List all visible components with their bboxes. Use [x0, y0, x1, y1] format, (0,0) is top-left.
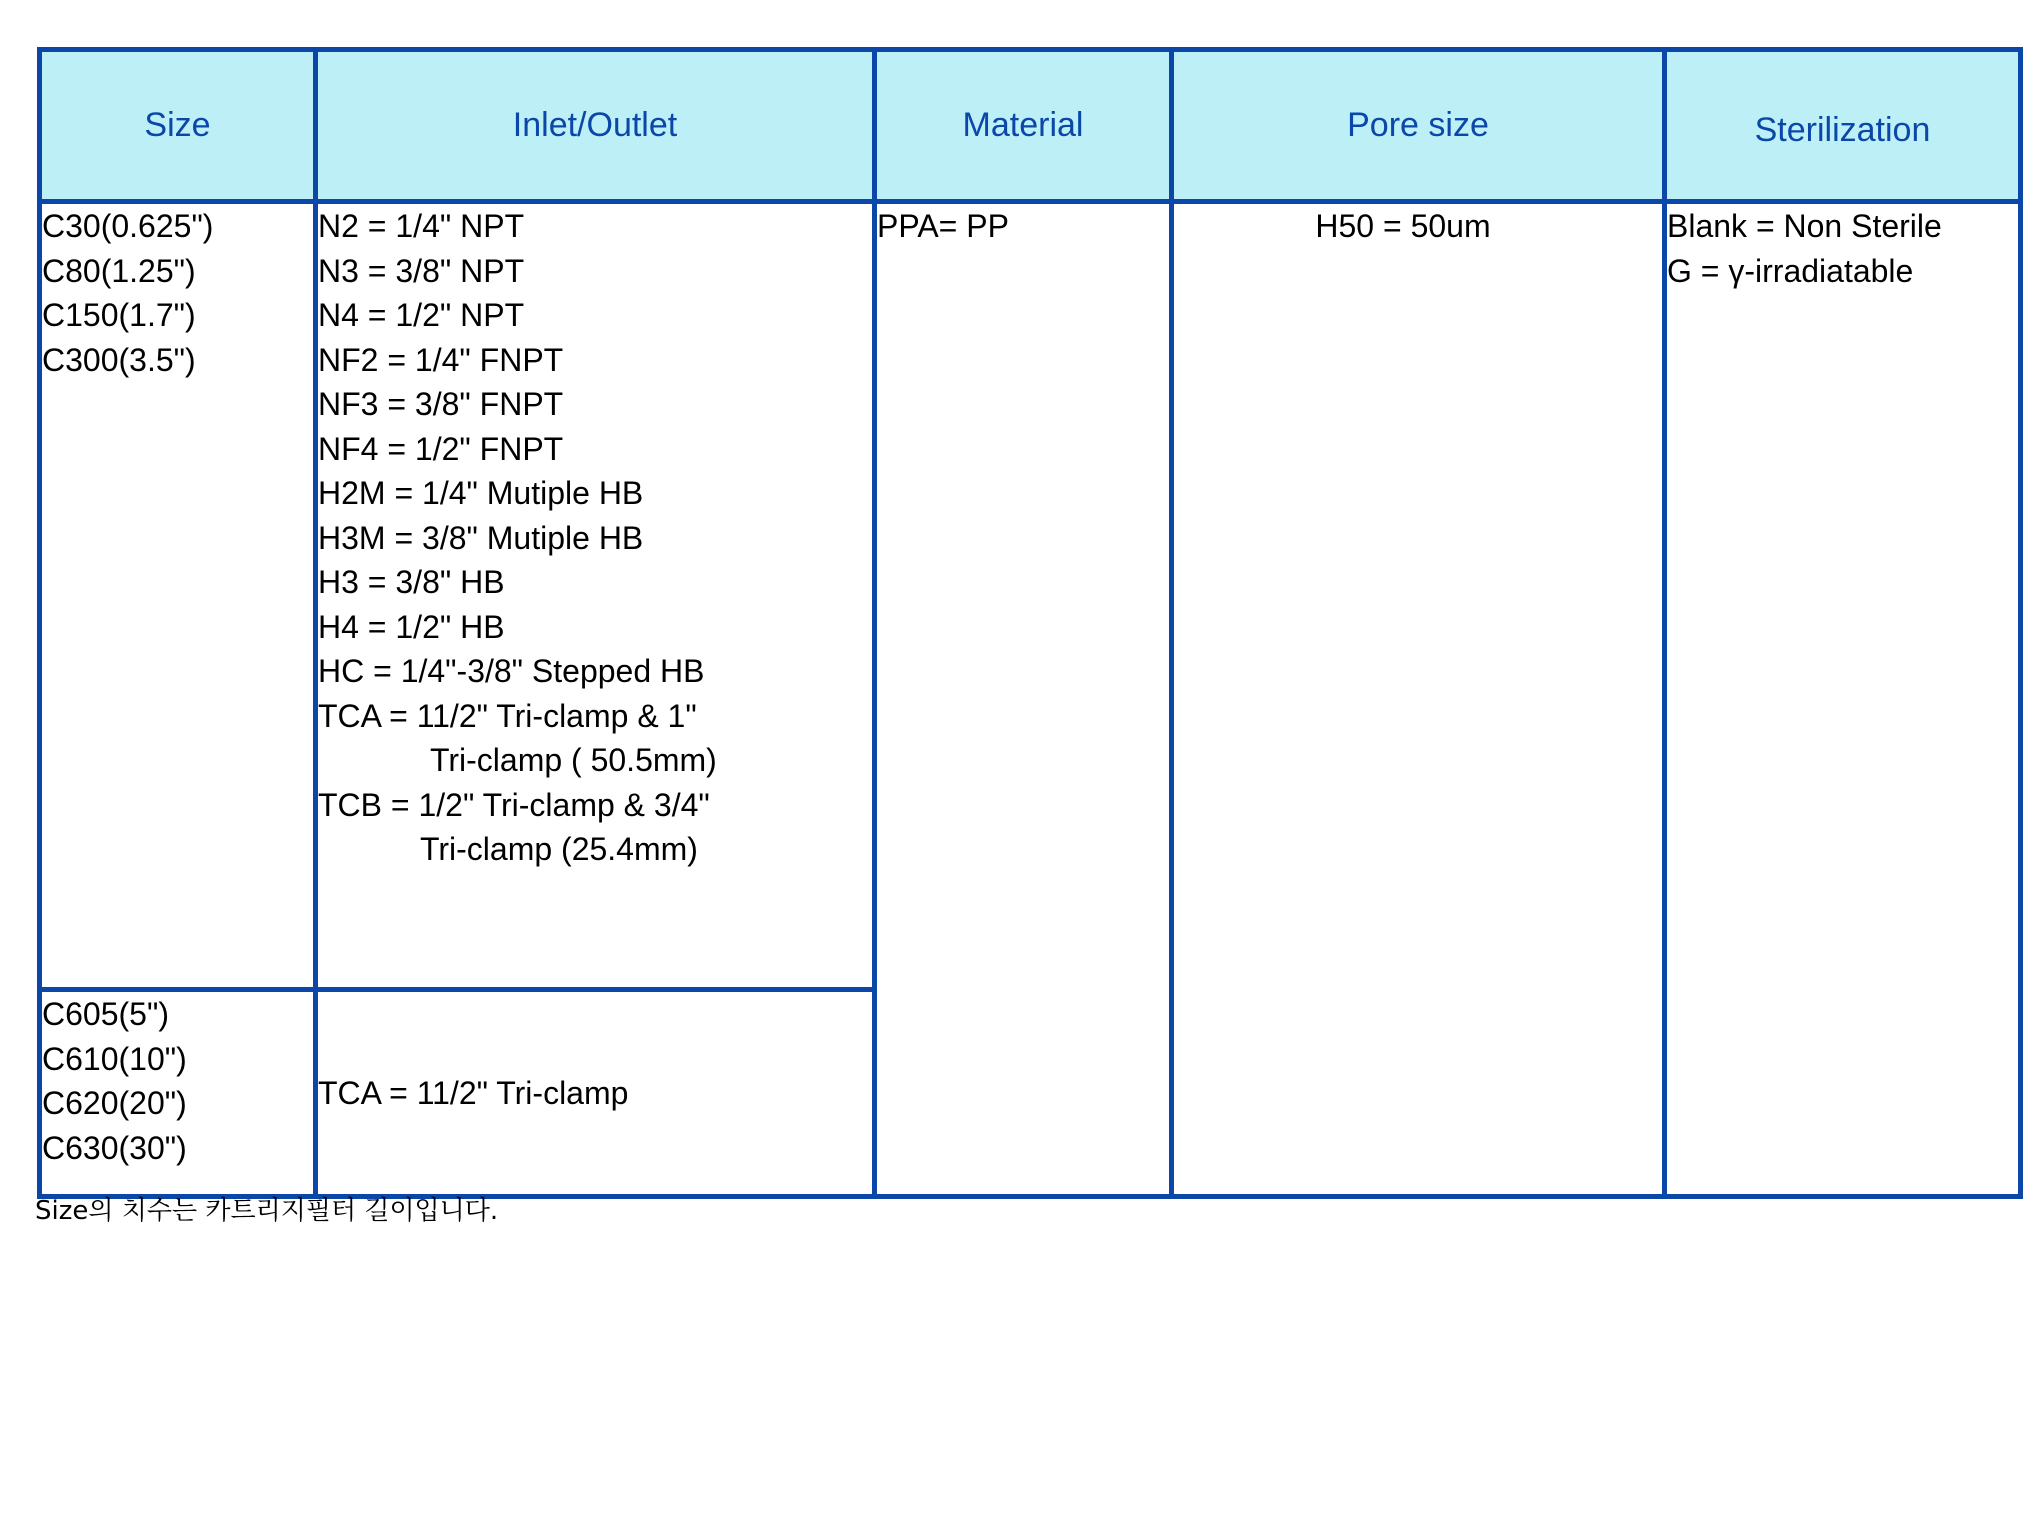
- inlet-option: NF4 = 1/2" FNPT: [318, 430, 564, 467]
- inlet-option-continuation: Tri-clamp (25.4mm): [420, 831, 698, 867]
- size-option: C610(10"): [42, 1040, 187, 1077]
- inlet-option: NF2 = 1/4" FNPT: [318, 341, 564, 378]
- size-option: C80(1.25"): [42, 252, 196, 289]
- size-option: C30(0.625"): [42, 208, 214, 244]
- inlet-option: N4 = 1/2" NPT: [318, 297, 525, 333]
- footnote: Size의 치수는 카트리지필터 길이입니다.: [35, 1196, 499, 1226]
- sterilization-option: Blank = Non Sterile: [1667, 208, 1942, 244]
- size-cell-large: [40, 990, 316, 1197]
- size-option: C150(1.7"): [42, 297, 196, 333]
- size-cell-standard: [40, 202, 316, 990]
- header-row: [40, 50, 2021, 202]
- material-option: PPA= PP: [877, 208, 1009, 244]
- inlet-option: HC = 1/4"-3/8" Stepped HB: [318, 653, 705, 689]
- header-inlet-outlet: Inlet/Outlet: [316, 50, 875, 202]
- inlet-option: TCA = 11/2" Tri-clamp & 1": [318, 697, 697, 734]
- header-sterilization: Sterilization: [1665, 50, 2021, 202]
- size-option: C630(30"): [42, 1129, 187, 1166]
- inlet-option: H3M = 3/8" Mutiple HB: [318, 519, 644, 556]
- inlet-option: NF3 = 3/8" FNPT: [318, 386, 564, 422]
- inlet-cell-standard: [316, 202, 875, 990]
- inlet-option: H4 = 1/2" HB: [318, 608, 505, 645]
- inlet-option: N2 = 1/4" NPT: [318, 208, 525, 244]
- inlet-option-continuation: Tri-clamp ( 50.5mm): [430, 742, 717, 778]
- pore-size-option: H50 = 50um: [1315, 208, 1491, 244]
- inlet-option: N3 = 3/8" NPT: [318, 252, 525, 289]
- inlet-cell-large: [316, 990, 875, 1197]
- inlet-option: TCB = 1/2" Tri-clamp & 3/4": [318, 786, 710, 823]
- size-option: C300(3.5"): [42, 341, 196, 378]
- header-material: Material: [875, 50, 1172, 202]
- inlet-option: TCA = 11/2" Tri-clamp: [318, 1074, 629, 1111]
- sterilization-cell: [1665, 202, 2021, 1197]
- material-cell: [875, 202, 1172, 1197]
- size-option: C605(5"): [42, 996, 169, 1032]
- inlet-option: H2M = 1/4" Mutiple HB: [318, 475, 644, 511]
- spec-table: [37, 47, 2023, 1199]
- header-size: Size: [40, 50, 316, 202]
- header-pore-size: Pore size: [1172, 50, 1665, 202]
- table-row: [40, 202, 2021, 990]
- inlet-option: H3 = 3/8" HB: [318, 564, 505, 600]
- sterilization-option: G = γ-irradiatable: [1667, 252, 1914, 289]
- size-option: C620(20"): [42, 1085, 187, 1121]
- pore-size-cell: [1172, 202, 1665, 1197]
